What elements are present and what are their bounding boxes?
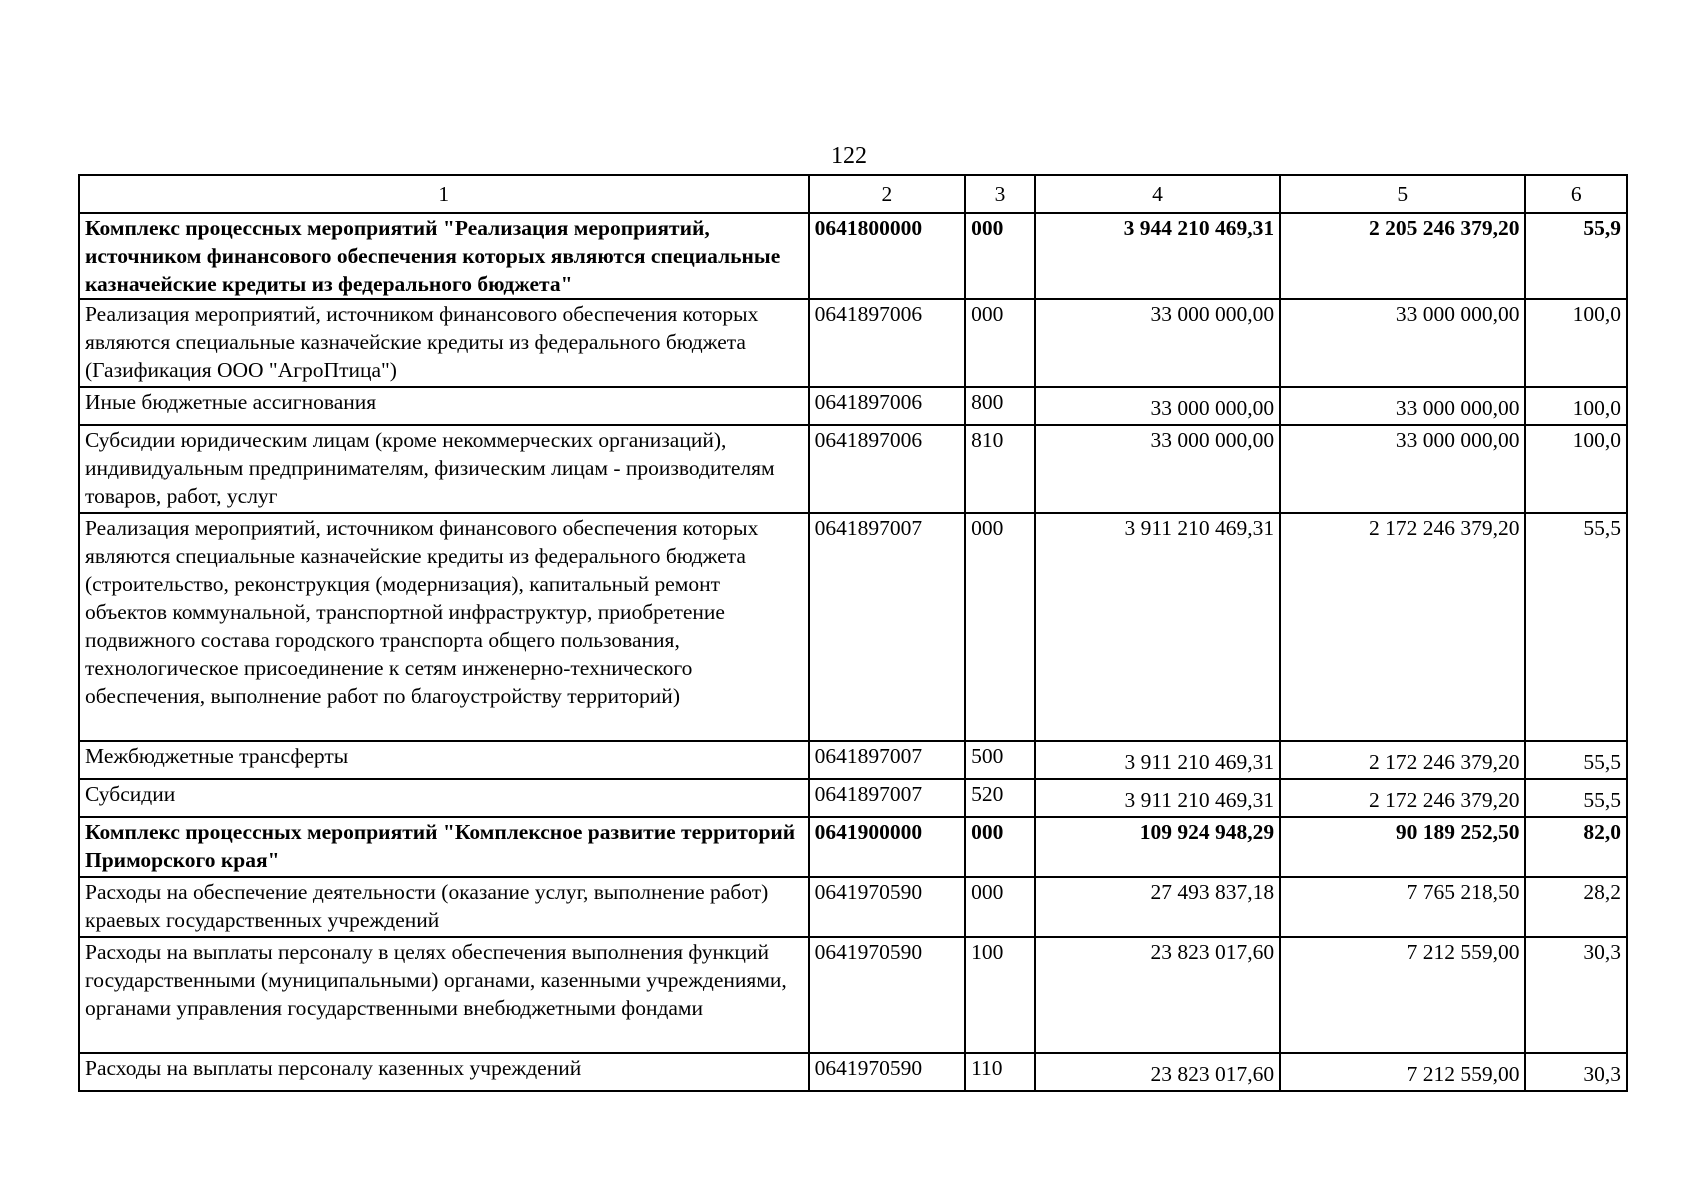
row-expense-type: 110	[965, 1053, 1035, 1091]
row-expense-type: 500	[965, 741, 1035, 779]
column-header: 1	[79, 175, 809, 213]
row-name: Межбюджетные трансферты	[79, 741, 809, 779]
column-header: 2	[809, 175, 965, 213]
row-fact-amount: 33 000 000,00	[1280, 299, 1525, 387]
row-percent: 55,5	[1525, 779, 1627, 817]
table-row	[79, 299, 1627, 387]
table-row	[79, 1053, 1627, 1091]
row-target-code: 0641970590	[809, 877, 965, 937]
row-plan-amount: 33 000 000,00	[1035, 299, 1280, 387]
table-row	[79, 513, 1627, 741]
row-fact-amount: 2 172 246 379,20	[1280, 741, 1525, 779]
row-expense-type: 520	[965, 779, 1035, 817]
table-row	[79, 387, 1627, 425]
column-header: 6	[1525, 175, 1627, 213]
row-expense-type: 000	[965, 817, 1035, 877]
row-name: Комплекс процессных мероприятий "Реализация мероприятий, источником финансового обеспечения которых являются специальные казначейские кредиты из федерального бюджета"	[79, 213, 809, 299]
row-expense-type: 000	[965, 299, 1035, 387]
row-percent: 100,0	[1525, 387, 1627, 425]
row-fact-amount: 7 212 559,00	[1280, 1053, 1525, 1091]
table-header-row	[79, 175, 1627, 213]
row-target-code: 0641897006	[809, 387, 965, 425]
row-name: Субсидии	[79, 779, 809, 817]
row-expense-type: 000	[965, 213, 1035, 299]
row-target-code: 0641897007	[809, 779, 965, 817]
row-target-code: 0641970590	[809, 937, 965, 1053]
row-plan-amount: 109 924 948,29	[1035, 817, 1280, 877]
row-name: Реализация мероприятий, источником финансового обеспечения которых являются специальные казначейские кредиты из федерального бюджета (строительство, реконструкция (модернизация), капитальный ремонт объектов коммунальной, транспортной инфраструктур, приобретение подвижного состава городского транспорта общего пользования, технологическое присоединение к сетям инженерно-технического обеспечения, выполнение работ по благоустройству территорий)	[79, 513, 809, 741]
table-row	[79, 779, 1627, 817]
row-percent: 30,3	[1525, 937, 1627, 1053]
row-name: Реализация мероприятий, источником финансового обеспечения которых являются специальные казначейские кредиты из федерального бюджета (Газификация ООО "АгроПтица")	[79, 299, 809, 387]
row-plan-amount: 3 911 210 469,31	[1035, 779, 1280, 817]
row-percent: 28,2	[1525, 877, 1627, 937]
row-target-code: 0641897006	[809, 425, 965, 513]
row-target-code: 0641897007	[809, 513, 965, 741]
row-percent: 100,0	[1525, 425, 1627, 513]
row-name: Комплекс процессных мероприятий "Комплексное развитие территорий Приморского края"	[79, 817, 809, 877]
row-name: Расходы на выплаты персоналу казенных учреждений	[79, 1053, 809, 1091]
column-header: 3	[965, 175, 1035, 213]
table-row	[79, 877, 1627, 937]
table-row	[79, 741, 1627, 779]
row-fact-amount: 7 765 218,50	[1280, 877, 1525, 937]
row-fact-amount: 7 212 559,00	[1280, 937, 1525, 1053]
table-row	[79, 817, 1627, 877]
row-fact-amount: 2 172 246 379,20	[1280, 513, 1525, 741]
row-expense-type: 000	[965, 877, 1035, 937]
row-expense-type: 810	[965, 425, 1035, 513]
row-plan-amount: 33 000 000,00	[1035, 387, 1280, 425]
row-plan-amount: 27 493 837,18	[1035, 877, 1280, 937]
row-expense-type: 800	[965, 387, 1035, 425]
row-percent: 55,9	[1525, 213, 1627, 299]
row-fact-amount: 2 172 246 379,20	[1280, 779, 1525, 817]
row-fact-amount: 33 000 000,00	[1280, 425, 1525, 513]
row-plan-amount: 23 823 017,60	[1035, 937, 1280, 1053]
table-row	[79, 425, 1627, 513]
row-percent: 55,5	[1525, 741, 1627, 779]
row-name: Иные бюджетные ассигнования	[79, 387, 809, 425]
row-name: Субсидии юридическим лицам (кроме некоммерческих организаций), индивидуальным предпринимателям, физическим лицам - производителям товаров, работ, услуг	[79, 425, 809, 513]
table-row	[79, 937, 1627, 1053]
row-percent: 100,0	[1525, 299, 1627, 387]
row-expense-type: 000	[965, 513, 1035, 741]
row-expense-type: 100	[965, 937, 1035, 1053]
column-header: 4	[1035, 175, 1280, 213]
row-name: Расходы на выплаты персоналу в целях обеспечения выполнения функций государственными (муниципальными) органами, казенными учреждениями, органами управления государственными внебюджетными фондами	[79, 937, 809, 1053]
row-target-code: 0641897006	[809, 299, 965, 387]
row-plan-amount: 3 911 210 469,31	[1035, 513, 1280, 741]
row-plan-amount: 3 911 210 469,31	[1035, 741, 1280, 779]
row-percent: 82,0	[1525, 817, 1627, 877]
row-plan-amount: 33 000 000,00	[1035, 425, 1280, 513]
row-plan-amount: 23 823 017,60	[1035, 1053, 1280, 1091]
row-target-code: 0641897007	[809, 741, 965, 779]
row-percent: 55,5	[1525, 513, 1627, 741]
row-name: Расходы на обеспечение деятельности (оказание услуг, выполнение работ) краевых государственных учреждений	[79, 877, 809, 937]
row-target-code: 0641970590	[809, 1053, 965, 1091]
page-number: 122	[831, 143, 867, 169]
row-target-code: 0641900000	[809, 817, 965, 877]
budget-table	[78, 174, 1628, 1092]
row-fact-amount: 2 205 246 379,20	[1280, 213, 1525, 299]
table-row	[79, 213, 1627, 299]
row-target-code: 0641800000	[809, 213, 965, 299]
column-header: 5	[1280, 175, 1525, 213]
row-fact-amount: 90 189 252,50	[1280, 817, 1525, 877]
row-plan-amount: 3 944 210 469,31	[1035, 213, 1280, 299]
row-fact-amount: 33 000 000,00	[1280, 387, 1525, 425]
row-percent: 30,3	[1525, 1053, 1627, 1091]
